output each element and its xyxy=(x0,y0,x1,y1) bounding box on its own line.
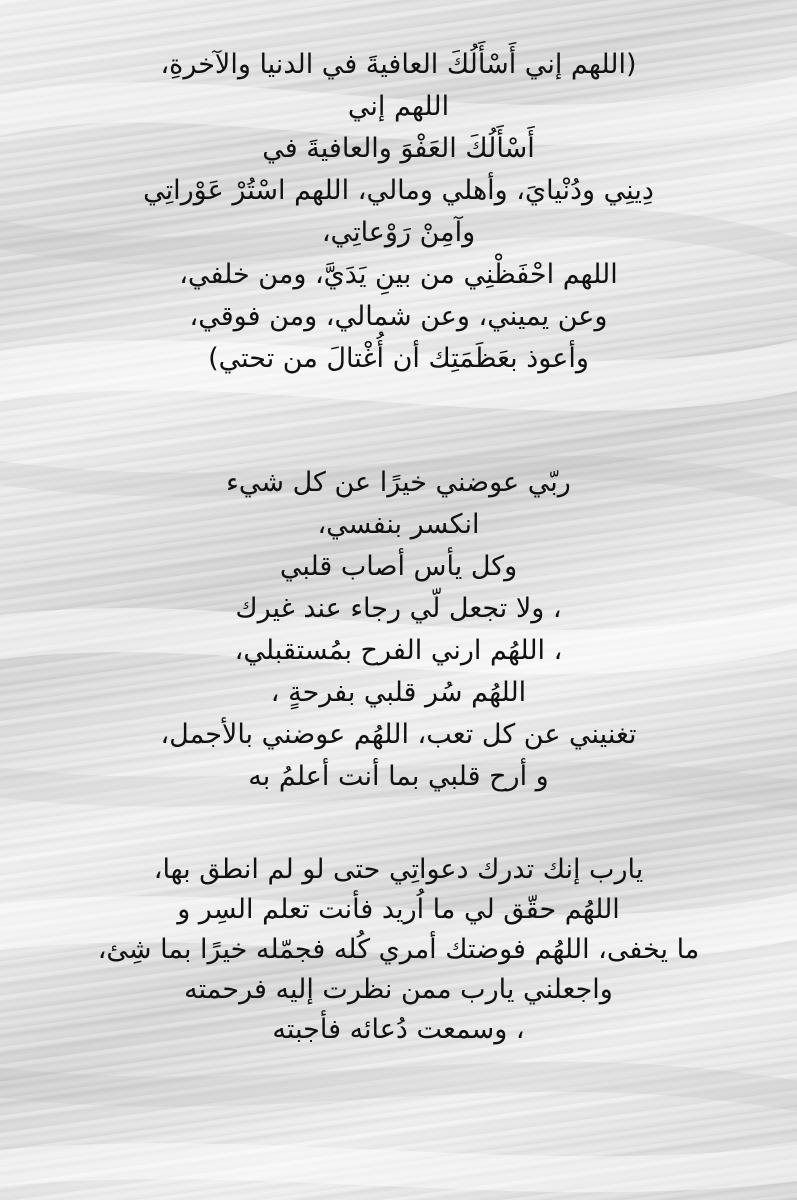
prayer-line: اللهم احْفَظْنِي من بينِ يَدَيَّ، ومن خلفي، xyxy=(179,259,618,290)
prayer-line: و أرح قلبي بما أنت أعلمُ به xyxy=(248,761,549,792)
prayer-line: وعن يميني، وعن شمالي، ومن فوقي، xyxy=(189,301,608,332)
prayer-line: اللهُم سُر قلبي بفرحةٍ ، xyxy=(270,677,527,708)
prayer-line: دِينِي ودُنْيايَ، وأهلي ومالي، اللهم اسْتُرْ عَوْراتِي xyxy=(143,175,654,206)
prayer-line: وأعوذ بعَظَمَتِك أن أُغْتالَ من تحتي) xyxy=(208,343,589,374)
prayer-line: (اللهم إني أَسْأَلُكَ العافيةَ في الدنيا والآخرةِ، xyxy=(160,49,637,80)
prayer-line: وآمِنْ رَوْعاتِي، xyxy=(321,217,476,248)
prayer-line: ما يخفى، اللهُم فوضتك أمري كُله فجمّله خيرًا بما شِئ، xyxy=(97,934,700,965)
prayer-line: انكسر بنفسي، xyxy=(317,509,480,540)
prayer-line: أَسْأَلُكَ العَفْوَ والعافيةَ في xyxy=(262,133,535,164)
prayer-line: ربّي عوضني خيرًا عن كل شيء xyxy=(226,467,571,498)
prayer-line: ، ولا تجعل لّي رجاء عند غيرك xyxy=(235,593,562,624)
prayer-line: ، اللهُم ارني الفرح بمُستقبلي، xyxy=(234,635,563,666)
prayer-line: اللهم إني xyxy=(347,91,450,122)
prayer-line: واجعلني يارب ممن نظرت إليه فرحمته xyxy=(184,974,613,1005)
prayer-line: تغنيني عن كل تعب، اللهُم عوضني بالأجمل، xyxy=(160,719,637,750)
prayer-section-2 xyxy=(20,462,777,798)
prayer-line: ، وسمعت دُعائه فأجبته xyxy=(272,1014,525,1045)
prayer-line: اللهُم حقّق لي ما اُريد فأنت تعلم السِر و xyxy=(177,894,620,925)
prayer-section-1 xyxy=(20,44,777,380)
prayer-line: وكل يأس أصاب قلبي xyxy=(279,551,518,582)
prayer-line: يارب إنك تدرك دعواتِي حتى لو لم انطق بها، xyxy=(153,854,644,885)
prayer-section-3 xyxy=(20,850,777,1050)
